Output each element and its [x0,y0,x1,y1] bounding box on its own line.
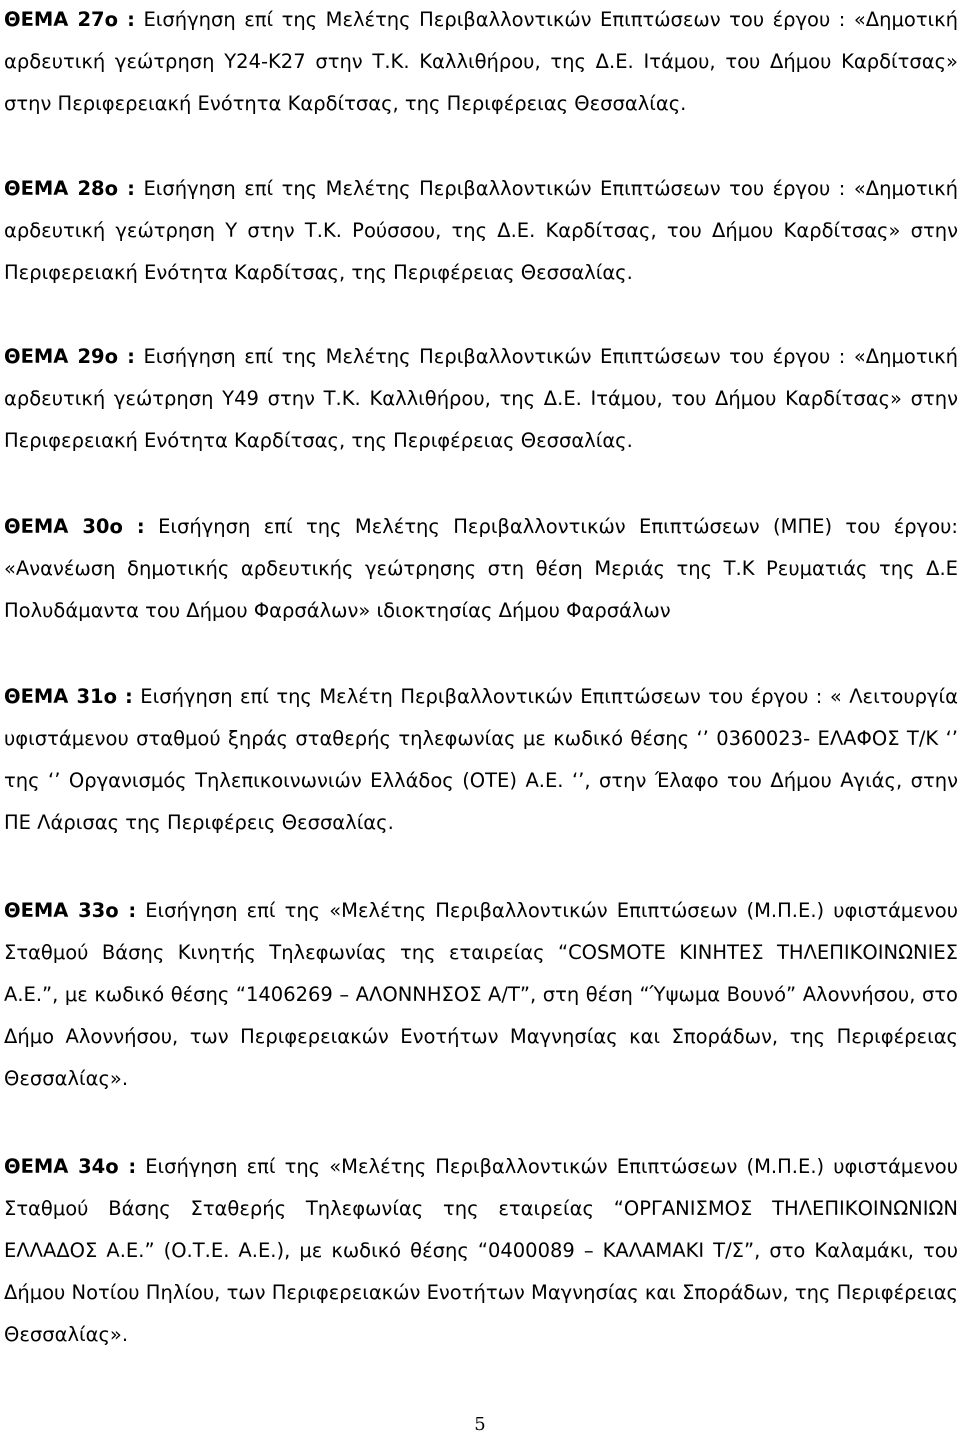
topic-label: ΘΕΜΑ 28ο : [4,177,135,200]
page-number: 5 [474,1414,486,1435]
topic-text: Εισήγηση επί της «Μελέτης Περιβαλλοντικών Επιπτώσεων (Μ.Π.Ε.) υφιστάμενου Σταθμού Βάσης Κινητής Τηλεφωνίας της εταιρείας “COSMOTE ΚΙΝΗΤΕΣ ΤΗΛΕΠΙΚΟΙΝΩΝΙΕΣ Α.Ε.”, με κωδικό θέσης “1406269 – ΑΛΟΝΝΗΣΟΣ Α/Τ”, στη θέση “Ύψωμα Βουνό” Αλοννήσου, στο Δήμο Αλοννήσου, των Περιφερειακών Ενοτήτων Μαγνησίας και Σποράδων, της Περιφέρειας Θεσσαλίας». [4,899,958,1090]
topic-text: Εισήγηση επί της Μελέτη Περιβαλλοντικών Επιπτώσεων του έργου : « Λειτουργία υφιστάμενου σταθμού ξηράς σταθερής τηλεφωνίας με κωδικό θέσης ‘’ 0360023- ΕΛΑΦΟΣ Τ/Κ ‘’ της ‘’ Οργανισμός Τηλεπικοινωνιών Ελλάδος (ΟΤΕ) Α.Ε. ‘’, στην Έλαφο του Δήμου Αγιάς, στην ΠΕ Λάρισας της Περιφέρεις Θεσσαλίας. [4,685,959,834]
topic-paragraph-27 [4,0,958,125]
topic-paragraph-34 [4,1146,958,1356]
topic-paragraph-28 [4,168,958,294]
topic-label: ΘΕΜΑ 33ο : [4,899,137,922]
topic-label: ΘΕΜΑ 27ο : [4,8,135,31]
topic-paragraph-29 [4,336,958,462]
topic-paragraph-30 [4,506,958,632]
topic-label: ΘΕΜΑ 29ο : [4,345,135,368]
topic-text: Εισήγηση επί της Μελέτης Περιβαλλοντικών Επιπτώσεων του έργου : «Δημοτική αρδευτική γεώτρηση Υ24-Κ27 στην Τ.Κ. Καλλιθήρου, της Δ.Ε. Ιτάμου, του Δήμου Καρδίτσας» στην Περιφερειακή Ενότητα Καρδίτσας, της Περιφέρειας Θεσσαλίας. [4,8,959,115]
topic-paragraph-31 [4,676,958,844]
topic-text: Εισήγηση επί της Μελέτης Περιβαλλοντικών Επιπτώσεων (ΜΠΕ) του έργου: «Ανανέωση δημοτικής αρδευτικής γεώτρησης στη θέση Μεριάς της Τ.Κ Ρευματιάς της Δ.Ε Πολυδάμαντα του Δήμου Φαρσάλων» ιδιοκτησίας Δήμου Φαρσάλων [4,515,959,622]
topic-label: ΘΕΜΑ 31ο : [4,685,133,708]
topic-label: ΘΕΜΑ 34ο : [4,1155,137,1178]
topic-text: Εισήγηση επί της «Μελέτης Περιβαλλοντικών Επιπτώσεων (Μ.Π.Ε.) υφιστάμενου Σταθμού Βάσης Σταθερής Τηλεφωνίας της εταιρείας “ΟΡΓΑΝΙΣΜΟΣ ΤΗΛΕΠΙΚΟΙΝΩΝΙΩΝ ΕΛΛΑΔΟΣ Α.Ε.” (Ο.Τ.Ε. Α.Ε.), με κωδικό θέσης “0400089 – ΚΑΛΑΜΑΚΙ Τ/Σ”, στο Καλαμάκι, του Δήμου Νοτίου Πηλίου, των Περιφερειακών Ενοτήτων Μαγνησίας και Σποράδων, της Περιφέρειας Θεσσαλίας». [4,1155,958,1346]
topic-text: Εισήγηση επί της Μελέτης Περιβαλλοντικών Επιπτώσεων του έργου : «Δημοτική αρδευτική γεώτρηση Υ49 στην Τ.Κ. Καλλιθήρου, της Δ.Ε. Ιτάμου, του Δήμου Καρδίτσας» στην Περιφερειακή Ενότητα Καρδίτσας, της Περιφέρειας Θεσσαλίας. [4,345,959,452]
topic-paragraph-33 [4,890,958,1100]
topic-text: Εισήγηση επί της Μελέτης Περιβαλλοντικών Επιπτώσεων του έργου : «Δημοτική αρδευτική γεώτρηση Υ στην Τ.Κ. Ρούσσου, της Δ.Ε. Καρδίτσας, του Δήμου Καρδίτσας» στην Περιφερειακή Ενότητα Καρδίτσας, της Περιφέρειας Θεσσαλίας. [4,177,959,284]
topic-label: ΘΕΜΑ 30ο : [4,515,145,538]
